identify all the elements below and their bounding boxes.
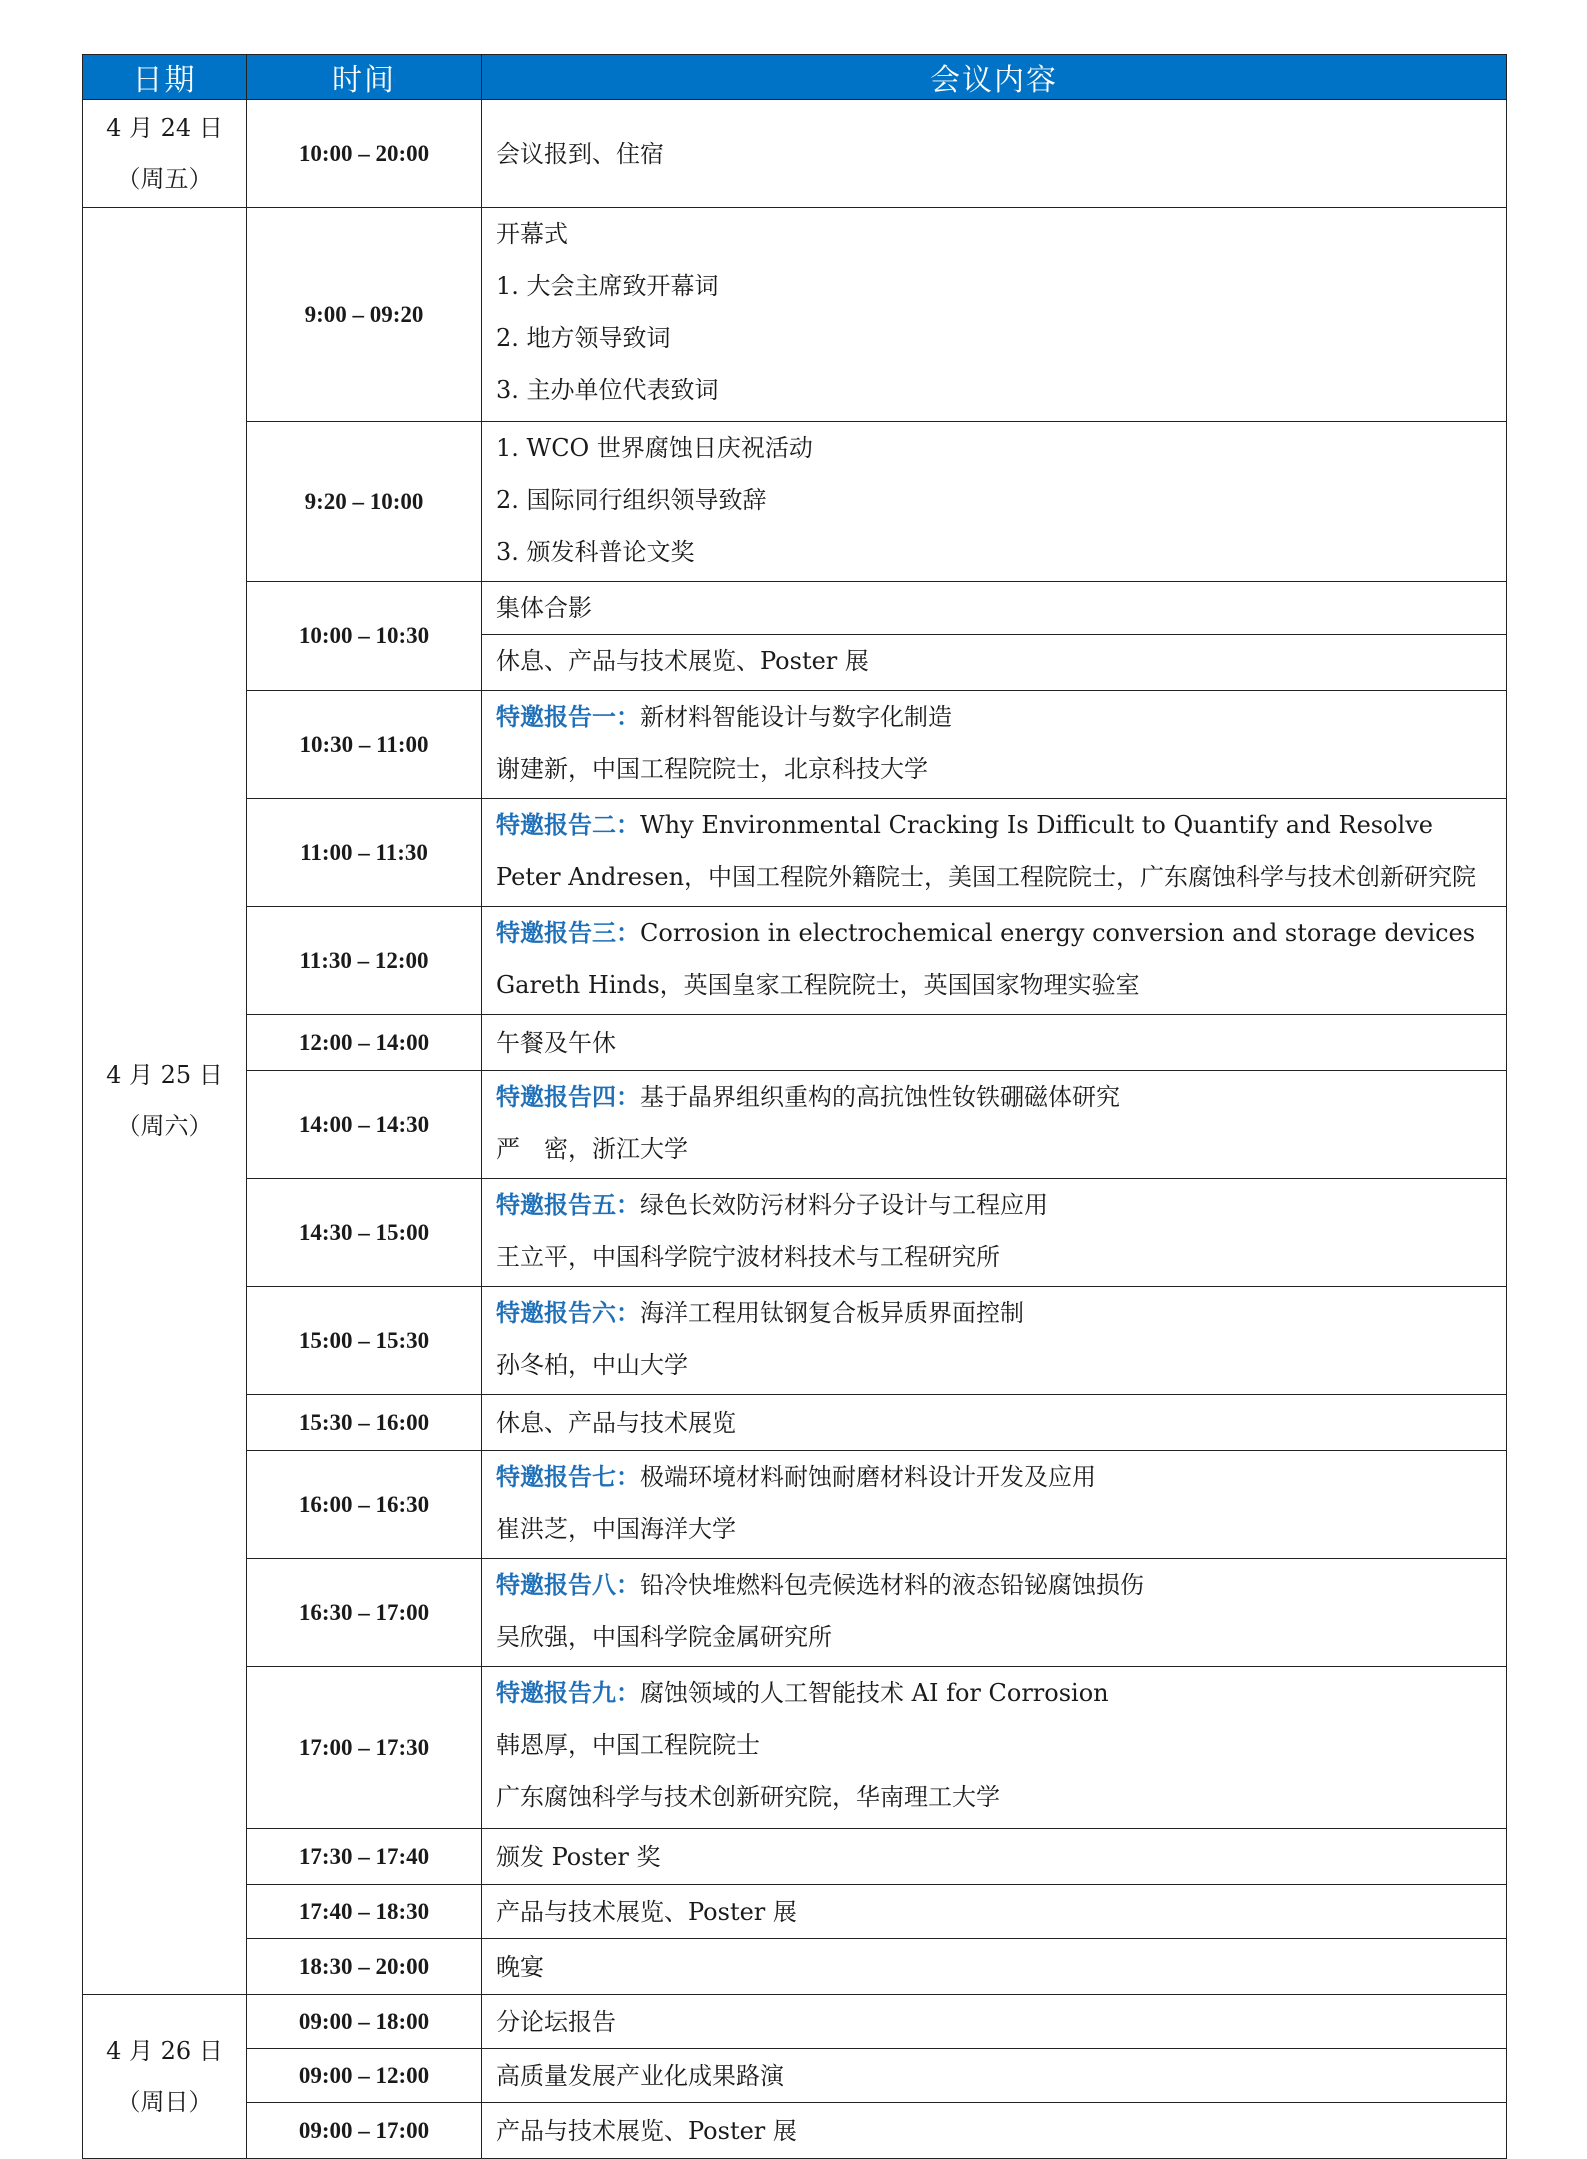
- time-cell: 15:30 – 16:00: [247, 1395, 482, 1451]
- time-cell: 14:00 – 14:30: [247, 1071, 482, 1179]
- time-cell: 09:00 – 17:00: [247, 2103, 482, 2159]
- content-text: 产品与技术展览、Poster 展: [496, 1897, 797, 1926]
- content-line: [496, 1667, 1506, 1719]
- content-text: Corrosion in electrochemical energy conversion and storage devices: [640, 919, 1476, 947]
- schedule-row: [83, 422, 1507, 582]
- schedule-table: [82, 54, 1507, 2159]
- time-cell: 16:30 – 17:00: [247, 1559, 482, 1667]
- content-line: [496, 1071, 1506, 1123]
- schedule-body: [83, 100, 1507, 2159]
- content-cell: [482, 2049, 1507, 2103]
- content-text: 2. 国际同行组织领导致辞: [496, 486, 767, 514]
- content-line: [496, 1017, 1506, 1069]
- content-line: [496, 907, 1506, 959]
- content-text: 铅冷快堆燃料包壳候选材料的液态铅铋腐蚀损伤: [640, 1571, 1144, 1599]
- content-line: [496, 1996, 1506, 2048]
- content-text: 集体合影: [496, 594, 592, 622]
- content-cell: [482, 1939, 1507, 1995]
- schedule-row: [83, 100, 1507, 208]
- content-line: [496, 1611, 1506, 1663]
- content-line: [496, 364, 1506, 416]
- time-cell: 9:20 – 10:00: [247, 422, 482, 582]
- content-line: [496, 312, 1506, 364]
- time-cell: 14:30 – 15:00: [247, 1179, 482, 1287]
- content-cell: [482, 799, 1507, 907]
- content-text: 海洋工程用钛钢复合板异质界面控制: [640, 1299, 1024, 1327]
- content-cell: [482, 422, 1507, 582]
- content-cell: [482, 1451, 1507, 1559]
- time-cell: 9:00 – 09:20: [247, 208, 482, 422]
- weekday-label: （周日）: [116, 2087, 213, 2116]
- header-content: 会议内容: [482, 55, 1507, 100]
- content-cell: [482, 1071, 1507, 1179]
- content-text: 高质量发展产业化成果路演: [496, 2061, 784, 2090]
- content-cell: [482, 208, 1507, 422]
- content-line: [496, 1231, 1506, 1283]
- invited-talk-tag: 特邀报告四：: [496, 1082, 640, 1111]
- content-text: 新材料智能设计与数字化制造: [640, 703, 952, 731]
- content-line: [496, 1886, 1506, 1938]
- schedule-row: [83, 1559, 1507, 1667]
- content-text: 孙冬柏，中山大学: [496, 1351, 688, 1379]
- schedule-row: [83, 1451, 1507, 1559]
- content-cell: [482, 907, 1507, 1015]
- schedule-row: [83, 691, 1507, 799]
- content-text: 广东腐蚀科学与技术创新研究院，华南理工大学: [496, 1783, 1000, 1811]
- time-cell: 10:30 – 11:00: [247, 691, 482, 799]
- schedule-row: [83, 1015, 1507, 1071]
- time-cell: 17:40 – 18:30: [247, 1885, 482, 1939]
- invited-talk-tag: 特邀报告五：: [496, 1190, 640, 1219]
- invited-talk-tag: 特邀报告三：: [496, 918, 640, 947]
- invited-talk-tag: 特邀报告八：: [496, 1570, 640, 1599]
- date-label: 4 月 25 日: [106, 1061, 223, 1089]
- content-line: [496, 1719, 1506, 1771]
- content-text: 开幕式: [496, 220, 568, 248]
- content-line: [496, 1123, 1506, 1175]
- content-text: 3. 颁发科普论文奖: [496, 538, 695, 566]
- content-text: 休息、产品与技术展览: [496, 1408, 736, 1437]
- content-text: 严 密，浙江大学: [496, 1135, 688, 1163]
- date-label: 4 月 24 日: [106, 113, 223, 142]
- content-cell: [482, 1885, 1507, 1939]
- content-text: 产品与技术展览、Poster 展: [496, 2116, 797, 2145]
- content-cell: [482, 1015, 1507, 1071]
- content-line: [496, 1941, 1506, 1993]
- content-text: Gareth Hinds，英国皇家工程院院士，英国国家物理实验室: [496, 971, 1140, 999]
- content-cell: [482, 1287, 1507, 1395]
- content-cell: [482, 691, 1507, 799]
- time-cell: 11:00 – 11:30: [247, 799, 482, 907]
- content-text: 崔洪芝，中国海洋大学: [496, 1515, 736, 1543]
- time-cell: 17:00 – 17:30: [247, 1667, 482, 1829]
- content-cell: [482, 1829, 1507, 1885]
- schedule-row: [83, 1885, 1507, 1939]
- content-text: 颁发 Poster 奖: [496, 1842, 661, 1871]
- header-row: [83, 55, 1507, 100]
- content-line: [496, 1339, 1506, 1391]
- content-line: [496, 208, 1506, 260]
- content-text: 午餐及午休: [496, 1028, 616, 1057]
- content-line: [496, 582, 1506, 634]
- schedule-row: [83, 1179, 1507, 1287]
- schedule-row: [83, 1667, 1507, 1829]
- content-line: [496, 691, 1506, 743]
- content-cell: [482, 582, 1507, 691]
- content-text: 3. 主办单位代表致词: [496, 376, 719, 404]
- header-date: 日期: [83, 55, 247, 100]
- content-text: 休息、产品与技术展览、Poster 展: [496, 647, 869, 675]
- schedule-row: [83, 1395, 1507, 1451]
- weekday-label: （周六）: [116, 1112, 213, 1140]
- content-line: [496, 2105, 1506, 2157]
- content-text: 2. 地方领导致词: [496, 324, 671, 352]
- content-line: [496, 1397, 1506, 1449]
- schedule-row: [83, 1995, 1507, 2049]
- schedule-row: [83, 907, 1507, 1015]
- content-text: 极端环境材料耐蚀耐磨材料设计开发及应用: [640, 1463, 1096, 1491]
- time-cell: 18:30 – 20:00: [247, 1939, 482, 1995]
- content-line: [496, 1451, 1506, 1503]
- schedule-row: [83, 799, 1507, 907]
- content-text: 吴欣强，中国科学院金属研究所: [496, 1623, 832, 1651]
- content-line: [496, 1559, 1506, 1611]
- schedule-row: [83, 1071, 1507, 1179]
- invited-talk-tag: 特邀报告二：: [496, 810, 640, 839]
- content-text: 会议报到、住宿: [496, 139, 664, 168]
- content-cell: [482, 1995, 1507, 2049]
- content-line: [496, 526, 1506, 578]
- invited-talk-tag: 特邀报告七：: [496, 1462, 640, 1491]
- content-line: [496, 959, 1506, 1011]
- schedule-row: [83, 1939, 1507, 1995]
- content-text: 绿色长效防污材料分子设计与工程应用: [640, 1191, 1048, 1219]
- content-cell: [482, 1667, 1507, 1829]
- content-cell: [482, 1179, 1507, 1287]
- date-cell: [83, 1995, 247, 2159]
- schedule-row: [83, 582, 1507, 691]
- content-cell: [482, 100, 1507, 208]
- date-label: 4 月 26 日: [106, 2036, 223, 2065]
- content-line: [496, 260, 1506, 312]
- date-cell: [83, 208, 247, 1995]
- content-text: 腐蚀领域的人工智能技术 AI for Corrosion: [640, 1679, 1109, 1707]
- content-text: 1. 大会主席致开幕词: [496, 272, 719, 300]
- schedule-row: [83, 2049, 1507, 2103]
- content-line: [496, 799, 1506, 851]
- content-line: [496, 1771, 1506, 1823]
- time-cell: 17:30 – 17:40: [247, 1829, 482, 1885]
- content-text: 分论坛报告: [496, 2007, 616, 2036]
- content-text: 晚宴: [496, 1952, 544, 1981]
- weekday-label: （周五）: [116, 164, 213, 193]
- content-cell: [482, 1559, 1507, 1667]
- content-line: [496, 128, 1506, 180]
- content-line: [496, 1831, 1506, 1883]
- invited-talk-tag: 特邀报告九：: [496, 1678, 640, 1707]
- content-line: [496, 2050, 1506, 2102]
- schedule-row: [83, 2103, 1507, 2159]
- time-cell: 09:00 – 12:00: [247, 2049, 482, 2103]
- content-line: [482, 634, 1506, 687]
- time-cell: 15:00 – 15:30: [247, 1287, 482, 1395]
- content-line: [496, 1179, 1506, 1231]
- date-cell: [83, 100, 247, 208]
- content-line: [496, 1287, 1506, 1339]
- time-cell: 09:00 – 18:00: [247, 1995, 482, 2049]
- time-cell: 16:00 – 16:30: [247, 1451, 482, 1559]
- content-line: [496, 1503, 1506, 1555]
- invited-talk-tag: 特邀报告六：: [496, 1298, 640, 1327]
- time-cell: 10:00 – 20:00: [247, 100, 482, 208]
- schedule-row: [83, 1829, 1507, 1885]
- time-cell: 10:00 – 10:30: [247, 582, 482, 691]
- content-text: 韩恩厚，中国工程院院士: [496, 1731, 760, 1759]
- invited-talk-tag: 特邀报告一：: [496, 702, 640, 731]
- time-cell: 11:30 – 12:00: [247, 907, 482, 1015]
- content-line: [496, 474, 1506, 526]
- time-cell: 12:00 – 14:00: [247, 1015, 482, 1071]
- content-text: 王立平，中国科学院宁波材料技术与工程研究所: [496, 1243, 1000, 1271]
- content-text: 谢建新，中国工程院院士，北京科技大学: [496, 755, 928, 783]
- schedule-row: [83, 208, 1507, 422]
- header-time: 时间: [247, 55, 482, 100]
- content-cell: [482, 2103, 1507, 2159]
- content-line: [496, 422, 1506, 474]
- content-line: [496, 743, 1506, 795]
- content-text: 基于晶界组织重构的高抗蚀性钕铁硼磁体研究: [640, 1083, 1120, 1111]
- content-text: Why Environmental Cracking Is Difficult to Quantify and Resolve: [640, 811, 1433, 839]
- content-line: [496, 851, 1506, 903]
- content-cell: [482, 1395, 1507, 1451]
- content-text: Peter Andresen，中国工程院外籍院士，美国工程院院士，广东腐蚀科学与技术创新研究院: [496, 863, 1477, 891]
- schedule-row: [83, 1287, 1507, 1395]
- content-text: 1. WCO 世界腐蚀日庆祝活动: [496, 434, 813, 462]
